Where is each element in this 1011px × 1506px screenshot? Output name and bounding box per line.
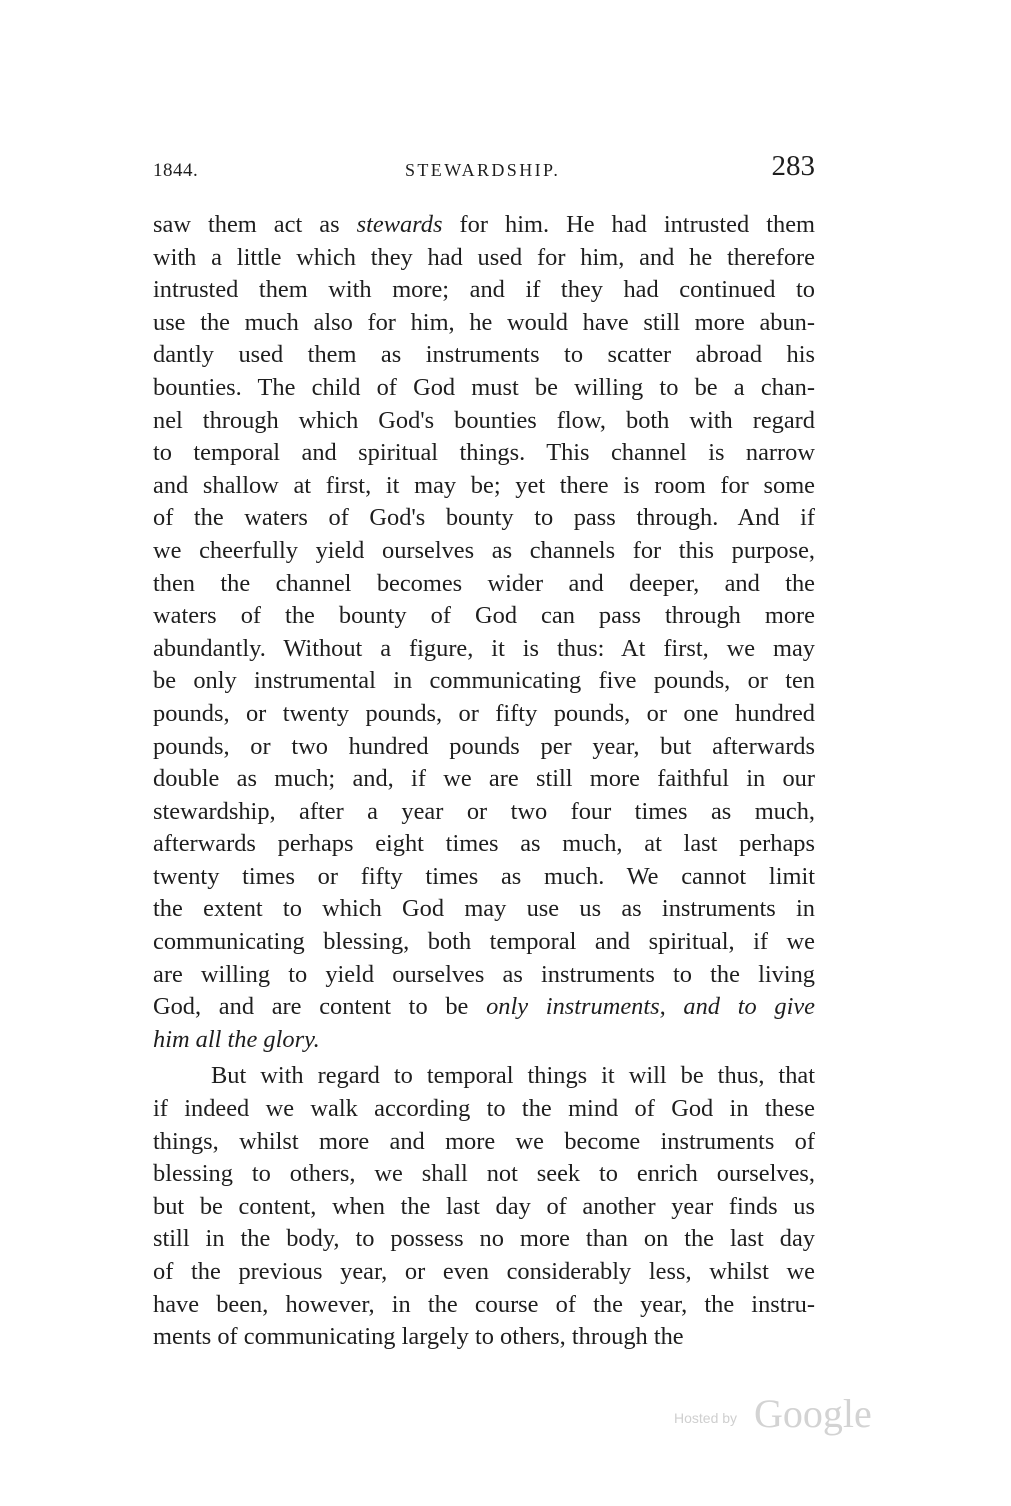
text-run: the extent to which God may use us as instruments in — [153, 895, 815, 923]
text-line — [153, 796, 815, 829]
header-year: 1844. — [153, 160, 199, 181]
text-line — [153, 535, 815, 568]
text-line — [153, 665, 815, 698]
text-line — [153, 698, 815, 731]
text-line — [153, 470, 815, 503]
text-run: afterwards perhaps eight times as much, at last perhaps — [153, 830, 815, 858]
text-run: still in the body, to possess no more than on the last day — [153, 1225, 815, 1253]
text-line — [153, 1321, 815, 1354]
text-line — [153, 502, 815, 535]
text-line — [153, 209, 815, 242]
text-line — [153, 568, 815, 601]
text-run: nel through which God's bounties flow, both with regard — [153, 406, 815, 434]
text-run: pounds, or twenty pounds, or fifty pounds, or one hundred — [153, 699, 815, 727]
text-line — [153, 828, 815, 861]
text-run: ments of communicating largely to others, through the — [153, 1323, 684, 1351]
text-run: things, whilst more and more we become instruments of — [153, 1127, 815, 1155]
text-line — [153, 372, 815, 405]
text-line — [153, 1093, 815, 1126]
text-run: are willing to yield ourselves as instruments to the living — [153, 960, 815, 988]
text-line — [153, 991, 815, 1024]
text-run: abundantly. Without a figure, it is thus: At first, we may — [153, 634, 815, 662]
text-run: but be content, when the last day of another year finds us — [153, 1192, 815, 1220]
text-line — [153, 633, 815, 666]
text-run: stewardship, after a year or two four times as much, — [153, 797, 815, 825]
text-run: then the channel becomes wider and deeper, and the — [153, 569, 815, 597]
text-run: of the waters of God's bounty to pass through. And if — [153, 504, 815, 532]
text-line — [153, 763, 815, 796]
text-run: saw them act as — [153, 211, 357, 238]
text-run: use the much also for him, he would have still more abun- — [153, 308, 815, 336]
text-run: blessing to others, we shall not seek to enrich ourselves, — [153, 1160, 815, 1188]
text-run: of the previous year, or even considerably less, whilst we — [153, 1258, 815, 1285]
text-line — [153, 1256, 815, 1289]
italic-text-run: only instruments, and to give — [486, 993, 815, 1021]
text-run: intrusted them with more; and if they had continued to — [153, 276, 815, 304]
google-watermark — [674, 1390, 884, 1440]
running-head — [153, 150, 815, 186]
text-line — [153, 1191, 815, 1224]
text-run: twenty times or fifty times as much. We cannot limit — [153, 862, 815, 890]
text-line — [153, 437, 815, 470]
text-line — [153, 893, 815, 926]
text-run: for him. He had intrusted them — [442, 211, 815, 238]
italic-text-run: stewards — [356, 211, 443, 238]
google-logo: Google — [754, 1391, 872, 1436]
text-line — [153, 274, 815, 307]
text-line — [153, 1060, 815, 1093]
text-run: double as much; and, if we are still more faithful in our — [153, 765, 815, 793]
text-line — [153, 1024, 815, 1057]
text-run: waters of the bounty of God can pass through more — [153, 602, 815, 630]
text-run: communicating blessing, both temporal and spiritual, if we — [153, 928, 815, 956]
hosted-by-label: Hosted by — [674, 1410, 738, 1426]
text-line — [153, 1223, 815, 1256]
text-run: bounties. The child of God must be willing to be a chan- — [153, 373, 815, 401]
text-run: be only instrumental in communicating five pounds, or ten — [153, 667, 815, 695]
text-run: pounds, or two hundred pounds per year, but afterwards — [153, 732, 815, 760]
text-line — [153, 926, 815, 959]
text-line — [153, 1126, 815, 1159]
text-run: with a little which they had used for him, and he therefore — [153, 243, 815, 271]
text-run: if indeed we walk according to the mind of God in these — [153, 1095, 815, 1123]
text-line — [153, 307, 815, 340]
text-line — [153, 600, 815, 633]
text-line — [153, 959, 815, 992]
italic-text-run: him all the glory. — [153, 1025, 320, 1053]
body-text — [153, 209, 815, 1354]
text-run: and shallow at first, it may be; yet there is room for some — [153, 471, 815, 499]
page-number: 283 — [771, 150, 815, 182]
text-line — [153, 731, 815, 764]
header-title: STEWARDSHIP. — [405, 160, 561, 180]
text-line — [153, 861, 815, 894]
text-run: But with regard to temporal things it will be thus, that — [211, 1062, 815, 1090]
text-line — [153, 1158, 815, 1191]
text-run: dantly used them as instruments to scatter abroad his — [153, 341, 815, 369]
text-line — [153, 339, 815, 372]
text-run: we cheerfully yield ourselves as channels for this purpose, — [153, 536, 815, 564]
text-line — [153, 1289, 815, 1322]
text-run: to temporal and spiritual things. This channel is narrow — [153, 439, 815, 467]
text-line — [153, 242, 815, 275]
text-line — [153, 405, 815, 438]
text-run: God, and are content to be — [153, 993, 487, 1021]
text-run: have been, however, in the course of the year, the instru- — [153, 1290, 815, 1318]
